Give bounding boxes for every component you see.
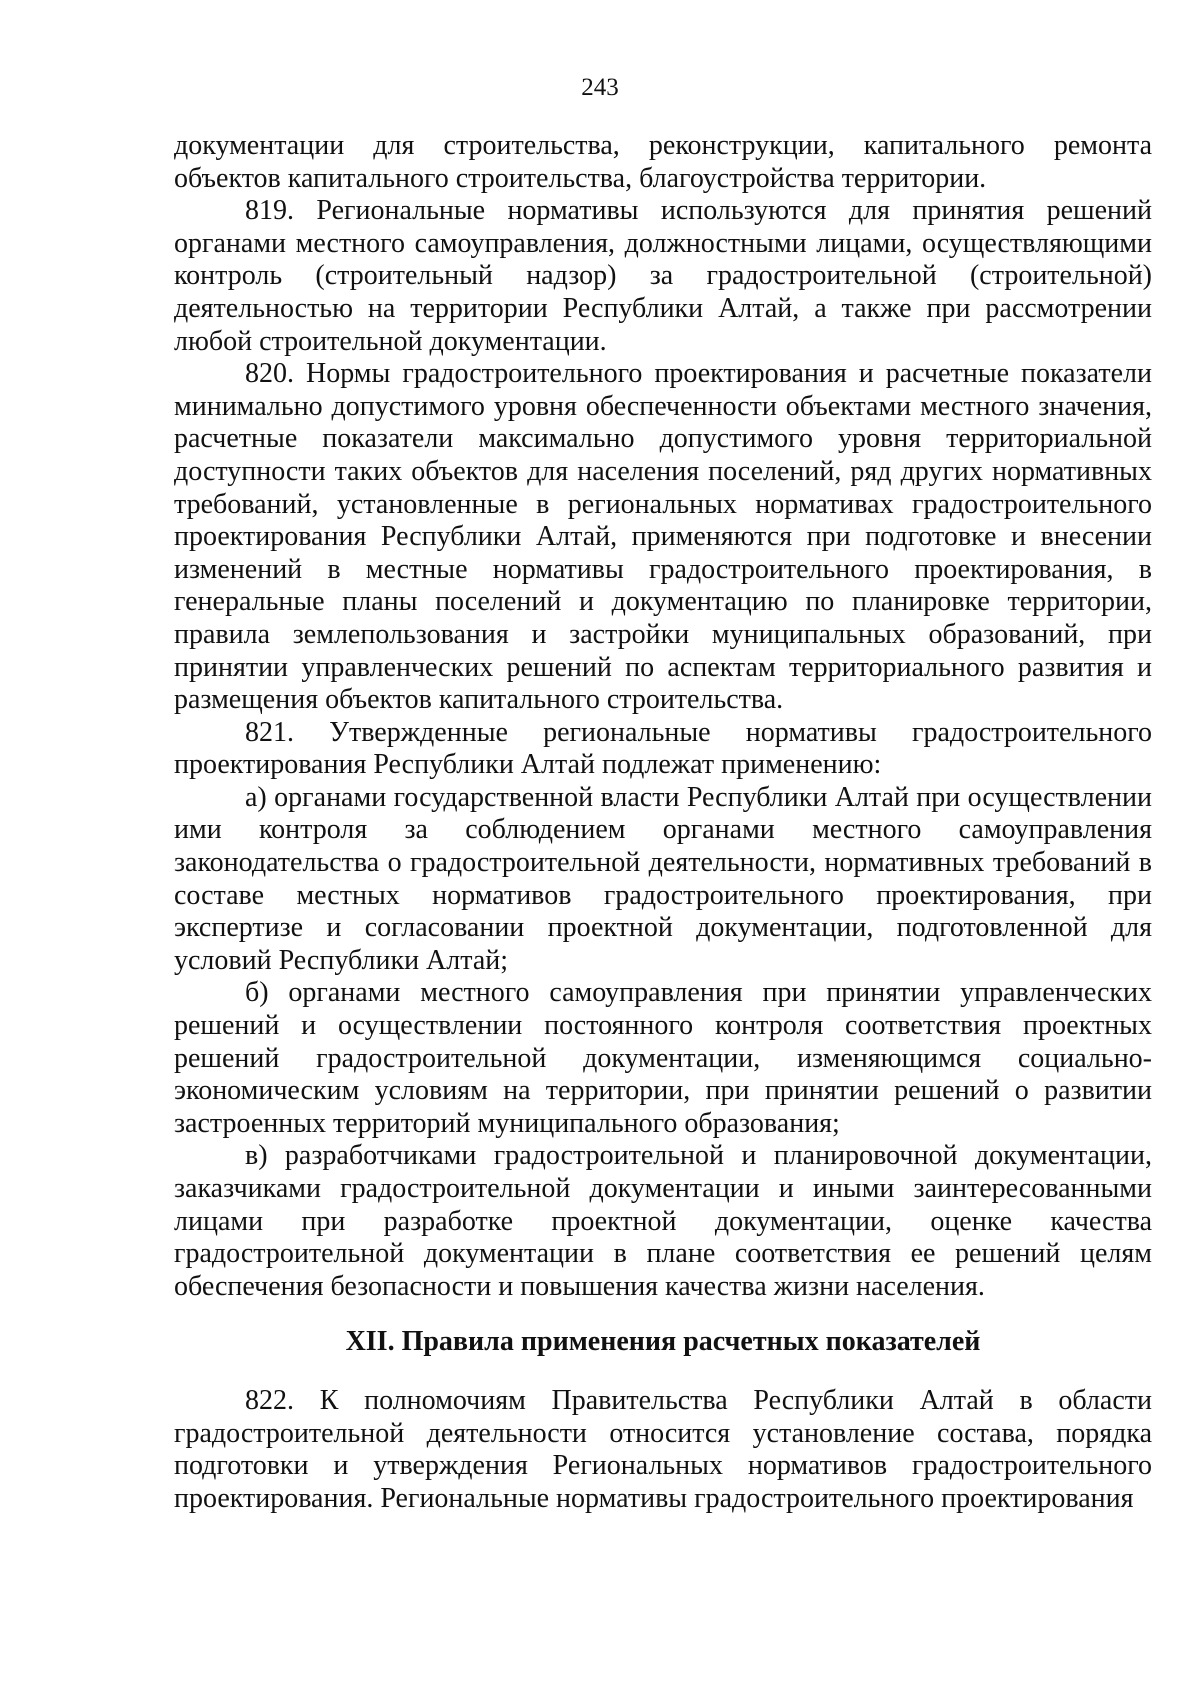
paragraph-continuation: документации для строительства, реконструкции, капитального ремонта объектов капитального строительства, благоустройства территории. [174,130,1152,194]
page-number: 243 [581,74,619,101]
paragraph-822: 822. К полномочиям Правительства Республики Алтай в области градостроительной деятельности относится установление состава, порядка подготовки и утверждения Региональных нормативов градостроительного проектирования. Региональные нормативы градостроительного проектирования [174,1384,1152,1514]
paragraph-821: 821. Утвержденные региональные нормативы градостроительного проектирования Республики Алтай подлежат применению: [174,716,1152,781]
paragraph-820: 820. Нормы градостроительного проектирования и расчетные показатели минимально допустимого уровня обеспеченности объектами местного значения, расчетные показатели максимально допустимого уровня территориальной доступности таких объектов для населения поселений, ряд других нормативных требований, установленные в региональных нормативах градостроительного проектирования Республики Алтай, применяются при подготовке и внесении изменений в местные нормативы градостроительного проектирования, в генеральные планы поселений и документацию по планировке территории, правила землепользования и застройки муниципальных образований, при принятии управленческих решений по аспектам территориального развития и размещения объектов капитального строительства. [174,358,1152,716]
paragraph-819: 819. Региональные нормативы используются для принятия решений органами местного самоуправления, должностными лицами, осуществляющими контроль (строительный надзор) за градостроительной (строительной) деятельностью на территории Республики Алтай, а также при рассмотрении любой строительной документации. [174,195,1152,357]
list-item-v: в) разработчиками градостроительной и планировочной документации, заказчиками градостроительной документации и иными заинтересованными лицами при разработке проектной документации, оценке качества градостроительной документации в плане соответствия ее решений целям обеспечения безопасности и повышения качества жизни населения. [174,1140,1152,1302]
list-item-a: а) органами государственной власти Республики Алтай при осуществлении ими контроля за соблюдением органами местного самоуправления законодательства о градостроительной деятельности, нормативных требований в составе местных нормативов градостроительного проектирования, при экспертизе и согласовании проектной документации, подготовленной для условий Республики Алтай; [174,781,1152,976]
section-heading: XII. Правила применения расчетных показателей [345,1326,981,1358]
document-body [174,130,1152,1515]
list-item-b: б) органами местного самоуправления при принятии управленческих решений и осуществлении постоянного контроля соответствия проектных решений градостроительной документации, изменяющимся социально-экономическим условиям на территории, при принятии решений о развитии застроенных территорий муниципального образования; [174,977,1152,1139]
